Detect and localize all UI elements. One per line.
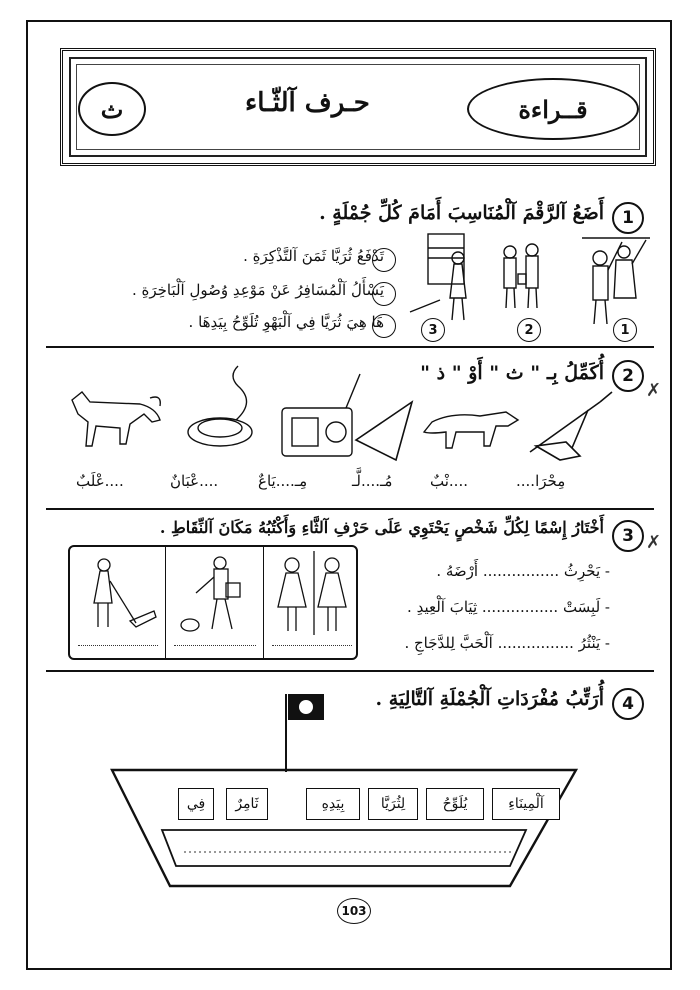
q3-number: 3 <box>612 520 644 552</box>
girls-illustration <box>278 551 346 635</box>
picture-number-2: 2 <box>517 318 541 342</box>
q1-number: 1 <box>612 202 644 234</box>
q2-word-3: مُـ....لَّـ <box>352 472 393 490</box>
q3-sentence-1: - يَحْرِثُ ................ أَرْضَهُ . <box>436 562 610 580</box>
q1-sentence-2: يَسْأَلُ آلْمُسَافِرُ عَنْ مَوْعِدِ وُصُولِ آلْبَاخِرَةِ . <box>131 281 384 299</box>
check-mark-q3: ✗ <box>646 532 662 553</box>
picture-number-1: 1 <box>613 318 637 342</box>
farmer-feeding-illustration <box>181 557 240 631</box>
answer-line-1[interactable] <box>78 645 158 646</box>
answer-line-3[interactable] <box>272 645 352 646</box>
word-tile-4[interactable]: بِيَدِهِ <box>306 788 360 820</box>
word-tile-6[interactable]: فِي <box>178 788 214 820</box>
word-tile-3[interactable]: لِثُرَيَّا <box>368 788 418 820</box>
q1-instruction: أَضَعُ آلرَّقْمَ آلْمُنَاسِبَ أَمَامَ كُلِّ جُمْلَةٍ . <box>319 202 604 224</box>
ticket-window-illustration <box>410 234 466 320</box>
fox-illustration <box>72 392 160 446</box>
q2-word-1: مِحْرَا.... <box>516 472 566 490</box>
sweeping-person-illustration <box>94 559 156 627</box>
q2-word-2: ....نْبٌ <box>430 472 468 490</box>
q2-number: 2 <box>612 360 644 392</box>
answer-circle-3[interactable] <box>372 314 396 338</box>
q2-word-5: ....عْبَانٌ <box>170 472 219 490</box>
check-mark: ✗ <box>646 380 662 401</box>
answer-circle-1[interactable] <box>372 248 396 272</box>
word-tile-5[interactable]: ثَامِرٌ <box>226 788 268 820</box>
separator-3 <box>46 670 654 672</box>
q2-illustrations <box>60 362 640 472</box>
travelers-illustration <box>504 244 538 308</box>
q1-sentence-3: هَا هِيَ ثُرَيَّا فِي آلْبَهْوِ تُلَوِّحُ بِيَدِهَا . <box>188 313 384 331</box>
q3-picture-panels <box>68 545 358 660</box>
snake-illustration <box>188 366 252 446</box>
q3-sentence-3: - يَنْثُرُ ................ آلْحَبَّ لِلدَّجَاجِ . <box>404 634 610 652</box>
q3-instruction: أَخْتَارُ إِسْمًا لِكُلِّ شَخْصٍ يَحْتَوِي عَلَى حَرْفِ آلثَّاءِ وَأَكْتُبُهُ مَكَانَ آلنِّقَاطِ . <box>159 518 604 537</box>
triangle-illustration <box>356 402 412 460</box>
plough-illustration <box>530 392 612 460</box>
q2-word-4: مِـ....يَاعٌ <box>258 472 308 490</box>
radio-illustration <box>282 374 360 456</box>
answer-line-2[interactable] <box>174 645 256 646</box>
word-tile-2[interactable]: يُلَوِّحُ <box>426 788 484 820</box>
answer-circle-2[interactable] <box>372 282 396 306</box>
q3-sentence-2: - لَبِسَتْ ................ ثِيَابَ آلْعِيدِ . <box>407 598 610 616</box>
picture-number-3: 3 <box>421 318 445 342</box>
page-number: 103 <box>337 898 371 924</box>
q2-instruction: أُكَمِّلُ بِـ " ث " أَوْ " ذ " <box>420 362 604 384</box>
q4-number: 4 <box>612 688 644 720</box>
waving-crowd-illustration <box>582 238 650 324</box>
letter-circle: ث <box>78 82 146 136</box>
page-title: حـرف آلثّـاء <box>245 88 370 118</box>
separator-1 <box>46 346 654 348</box>
subject-label: قــراءة <box>467 78 639 140</box>
wolf-illustration <box>424 412 518 448</box>
q3-panel-illustrations <box>70 547 360 637</box>
q1-sentence-1: تَدْفَعُ ثُرَيَّا ثَمَنَ آلتَّذْكِرَةِ . <box>243 247 384 265</box>
word-tile-1[interactable]: آلْمِينَاءِ <box>492 788 560 820</box>
q4-instruction: أُرَتِّبُ مُفْرَدَاتِ آلْجُمْلَةِ آلتَّالِيَةِ . <box>375 688 604 710</box>
separator-2 <box>46 508 654 510</box>
q2-word-6: ....عْلَبٌ <box>76 472 124 490</box>
